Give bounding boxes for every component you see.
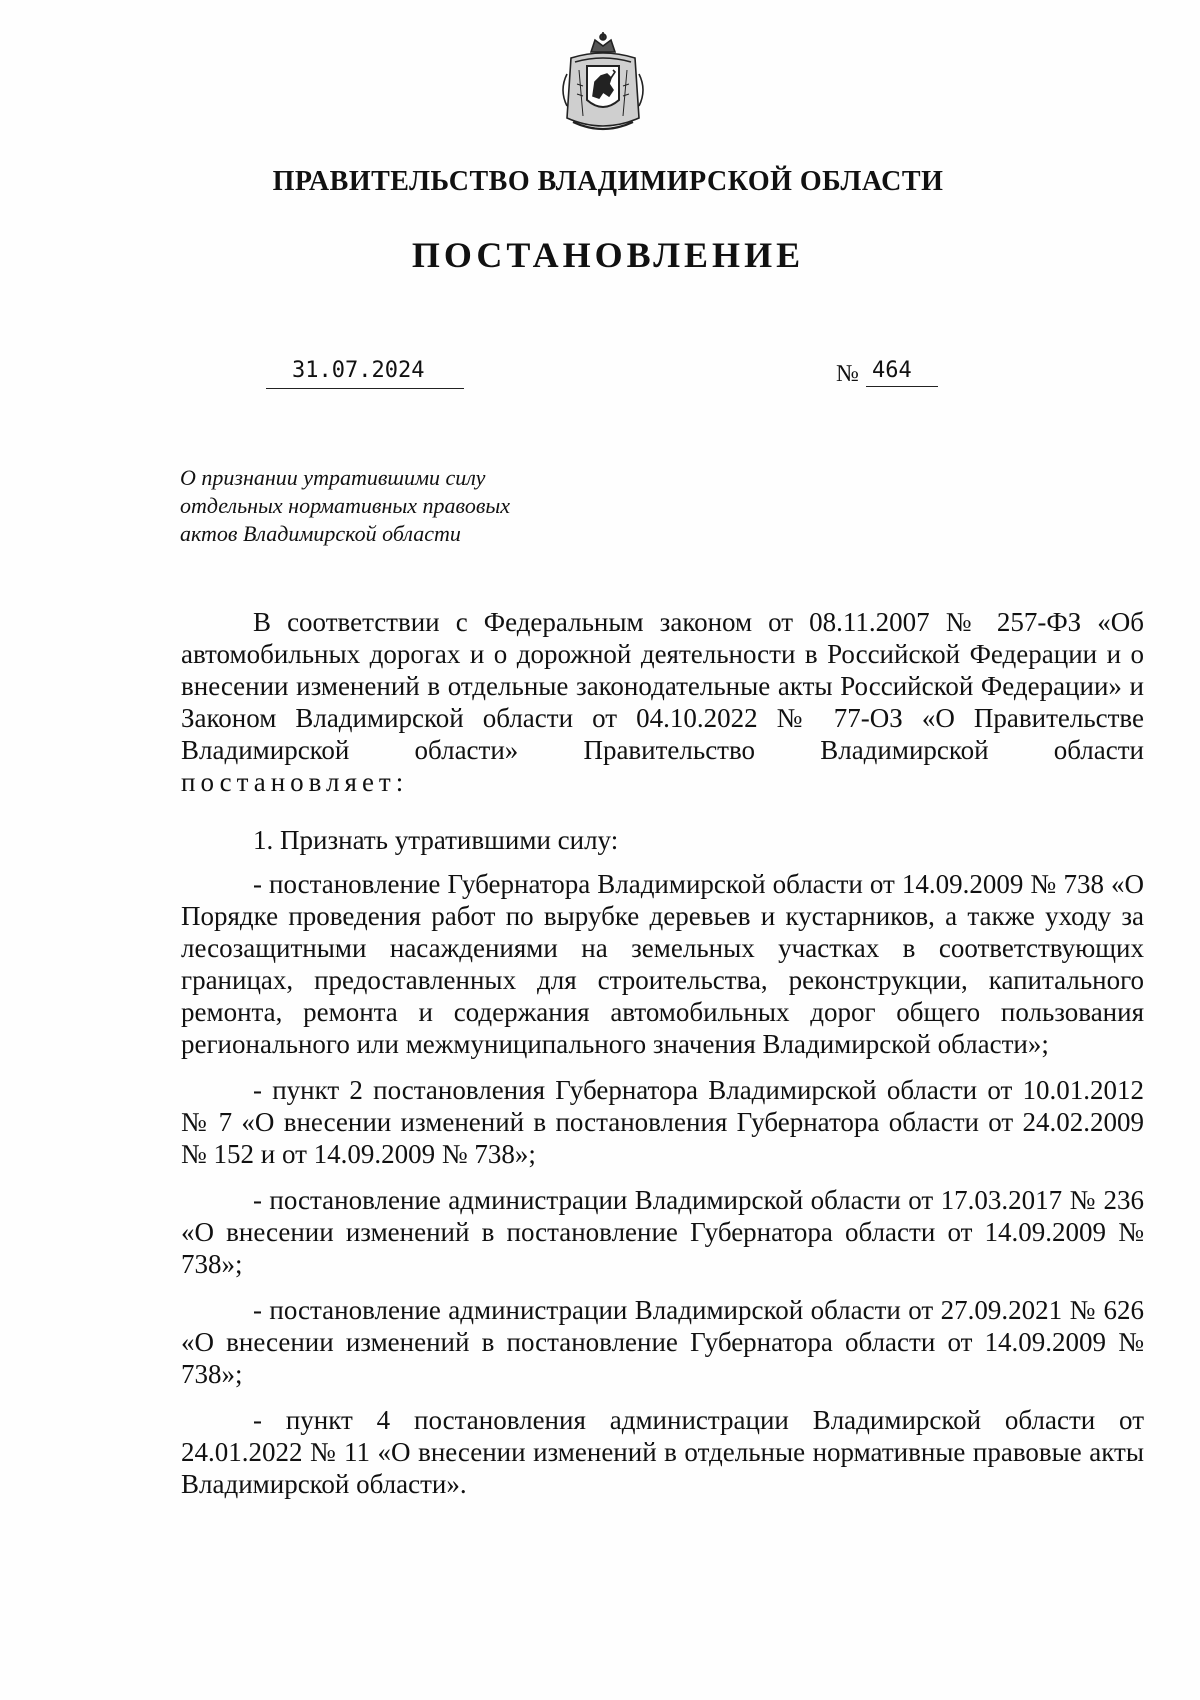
preamble-paragraph [181, 606, 1144, 798]
decree-word: постановляет: [181, 767, 409, 797]
coat-of-arms-icon [553, 30, 653, 140]
repealed-act-item: - пункт 2 постановления Губернатора Владимирской области от 10.01.2012 № 7 «О внесении изменений в постановления Губернатора области от 24.02.2009 № 152 и от 14.09.2009 № 738»; [181, 1075, 1144, 1169]
repealed-act-item: - постановление администрации Владимирской области от 27.09.2021 № 626 «О внесении изменений в постановление Губернатора области от 14.09.2009 № 738»; [181, 1295, 1144, 1389]
document-number: 464 [872, 358, 912, 383]
preamble-text: В соответствии с Федеральным законом от 08.11.2007 № 257-ФЗ «Об автомобильных дорогах и о дорожной деятельности в Российской Федерации и о внесении изменений в отдельные законодательные акты Российской Федерации» и Законом Владимирской области от 04.10.2022 № 77-ОЗ «О Правительстве Владимирской области» Правительство Владимирской области [181, 607, 1144, 765]
repealed-act-item: - пункт 4 постановления администрации Владимирской области от 24.01.2022 № 11 «О внесении изменений в отдельные нормативные правовые акты Владимирской области». [181, 1405, 1144, 1499]
repealed-act-item: - постановление администрации Владимирской области от 17.03.2017 № 236 «О внесении изменений в постановление Губернатора области от 14.09.2009 № 738»; [181, 1185, 1144, 1279]
number-underline [866, 386, 938, 387]
item-heading: 1. Признать утратившими силу: [253, 825, 619, 855]
date-underline [266, 376, 464, 389]
document-date: 31.07.2024 [292, 358, 425, 383]
document-subject [180, 464, 620, 548]
subject-line: О признании утратившими силу [180, 465, 486, 490]
number-sign: № [836, 361, 859, 387]
repealed-act-item: - постановление Губернатора Владимирской области от 14.09.2009 № 738 «О Порядке проведения работ по вырубке деревьев и кустарников, а также уходу за лесозащитными насаждениями на земельных участках в соответствующих границах, предоставленных для строительства, реконструкции, капитального ремонта, ремонта и содержания автомобильных дорог общего пользования регионального или межмуниципального значения Владимирской области»; [181, 869, 1144, 1059]
document-body [181, 606, 1144, 1514]
document-type-title: ПОСТАНОВЛЕНИЕ [411, 235, 805, 275]
subject-line: актов Владимирской области [180, 521, 461, 546]
subject-line: отдельных нормативных правовых [180, 493, 511, 518]
issuer-title: ПРАВИТЕЛЬСТВО ВЛАДИМИРСКОЙ ОБЛАСТИ [272, 166, 944, 197]
